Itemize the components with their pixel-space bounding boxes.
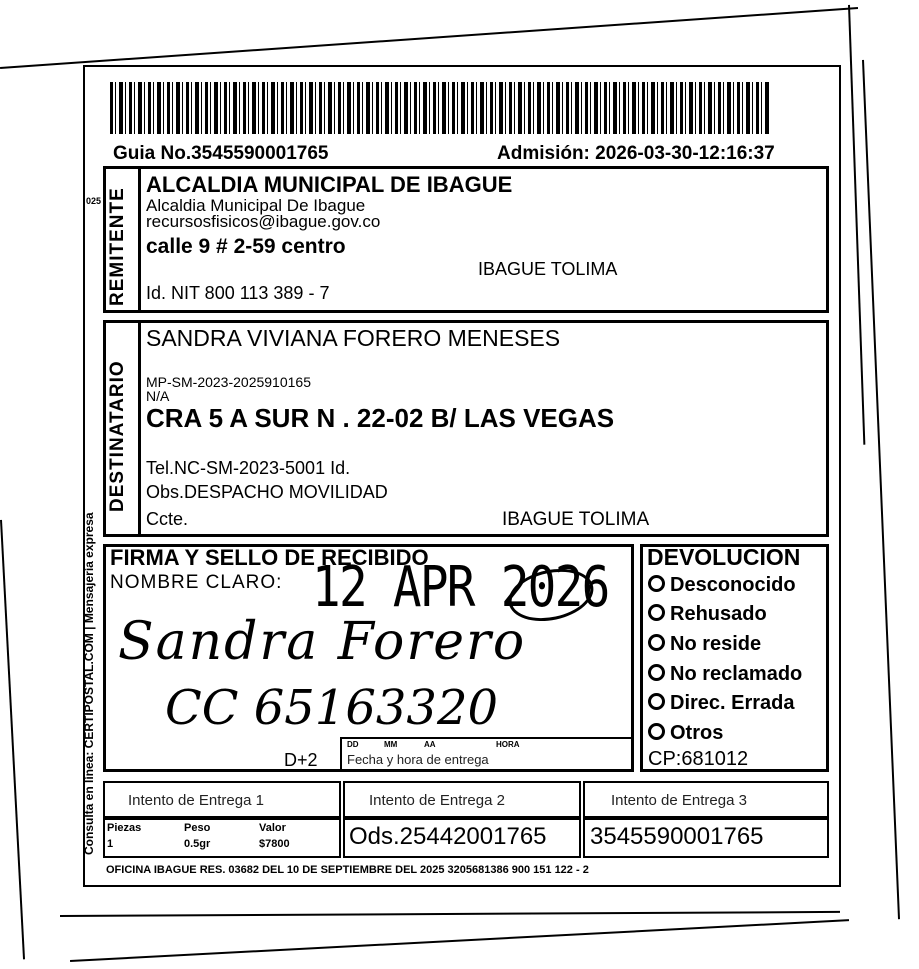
destinatario-ref: MP-SM-2023-2025910165	[146, 374, 311, 390]
devolucion-option-no-reside[interactable]: No reside	[648, 633, 761, 656]
valor-label: Valor	[259, 822, 286, 834]
piezas-label: Piezas	[107, 822, 142, 834]
side-code: 025	[86, 196, 102, 206]
remitente-line2: Alcaldia Municipal De Ibague	[146, 196, 366, 215]
scan-edge-bottom-2	[70, 919, 849, 962]
intento-1-label: Intento de Entrega 1	[128, 792, 264, 809]
destinatario-obs: Obs.DESPACHO MOVILIDAD	[146, 482, 388, 502]
destinatario-tel: Tel.NC-SM-2023-5001 Id.	[146, 458, 351, 478]
handwritten-id: CC 65163320	[165, 680, 499, 736]
aa-label: AA	[424, 740, 436, 749]
radio-circle-icon	[648, 664, 665, 681]
radio-circle-icon	[648, 634, 665, 651]
guia-number-header: Guia No.3545590001765	[113, 143, 329, 164]
destinatario-city: IBAGUE TOLIMA	[502, 509, 650, 530]
radio-circle-icon	[648, 723, 665, 740]
remitente-name: ALCALDIA MUNICIPAL DE IBAGUE	[146, 172, 513, 197]
radio-circle-icon	[648, 604, 665, 621]
radio-circle-icon	[648, 575, 665, 592]
intento-2-label: Intento de Entrega 2	[369, 792, 505, 809]
d-plus-label: D+2	[284, 750, 318, 770]
side-consulta-text: Consulta en línea: CERTIPOSTAL.COM | Mensajería expresa	[82, 512, 96, 855]
scan-edge-right-2	[862, 60, 900, 919]
hora-label: HORA	[496, 740, 520, 749]
ods-number: Ods.25442001765	[349, 823, 547, 850]
devolucion-option-otros[interactable]: Otros	[648, 722, 723, 745]
devolucion-title: DEVOLUCION	[647, 544, 801, 570]
scan-edge-top	[0, 7, 858, 69]
destinatario-address: CRA 5 A SUR N . 22-02 B/ LAS VEGAS	[146, 403, 615, 433]
destinatario-label: DESTINATARIO	[107, 360, 128, 512]
barcode	[110, 82, 770, 134]
remitente-label: REMITENTE	[107, 187, 128, 306]
codigo-postal: CP:681012	[648, 748, 749, 770]
remitente-address: calle 9 # 2-59 centro	[146, 235, 346, 258]
remitente-nit: Id. NIT 800 113 389 - 7	[146, 283, 330, 303]
destinatario-name: SANDRA VIVIANA FORERO MENESES	[146, 325, 561, 351]
handwritten-signature: Sandra Forero	[118, 612, 527, 672]
nombre-claro-label: NOMBRE CLARO:	[110, 572, 283, 593]
radio-circle-icon	[648, 693, 665, 710]
valor-value: $7800	[259, 838, 290, 850]
fecha-hora-label: Fecha y hora de entrega	[347, 752, 489, 767]
firma-title: FIRMA Y SELLO DE RECIBIDO	[110, 545, 429, 570]
admision-datetime: Admisión: 2026-03-30-12:16:37	[497, 143, 775, 164]
destinatario-na: N/A	[146, 388, 170, 404]
remitente-email: recursosfisicos@ibague.gov.co	[146, 212, 381, 231]
devolucion-option-no-reclamado[interactable]: No reclamado	[648, 663, 802, 686]
guia-number: 3545590001765	[590, 823, 764, 850]
scan-edge-left-bottom	[0, 520, 25, 960]
remitente-divider	[138, 166, 141, 313]
mm-label: MM	[384, 740, 398, 749]
piezas-value: 1	[107, 838, 114, 850]
devolucion-option-rehusado[interactable]: Rehusado	[648, 603, 767, 626]
devolucion-option-direc-errada[interactable]: Direc. Errada	[648, 692, 795, 715]
dd-label: DD	[347, 740, 359, 749]
scan-edge-bottom	[60, 911, 840, 917]
footer-text: OFICINA IBAGUE RES. 03682 DEL 10 DE SEPTIEMBRE DEL 2025 3205681386 900 151 122 - 2	[106, 864, 589, 876]
devolucion-option-desconocido[interactable]: Desconocido	[648, 574, 796, 597]
peso-value: 0.5gr	[184, 838, 211, 850]
peso-label: Peso	[184, 822, 211, 834]
remitente-city: IBAGUE TOLIMA	[478, 259, 618, 279]
destinatario-ccte: Ccte.	[146, 509, 189, 529]
destinatario-divider	[138, 320, 141, 537]
intento-3-label: Intento de Entrega 3	[611, 792, 747, 809]
received-date-stamp: 12 APR 2026	[312, 555, 609, 620]
